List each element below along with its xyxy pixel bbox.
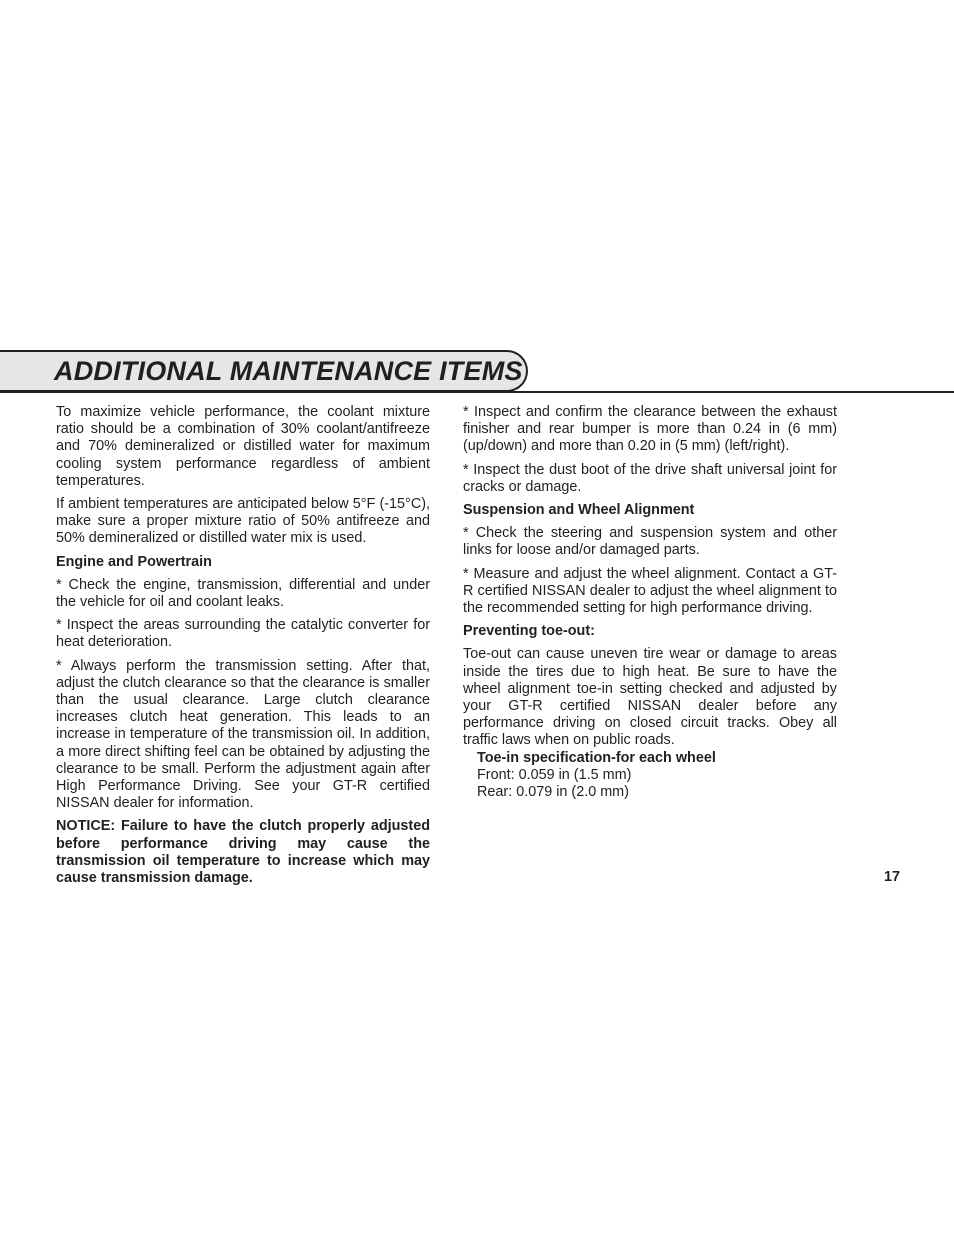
toe-in-front-value: Front: 0.059 in (1.5 mm) bbox=[477, 766, 632, 783]
right-column bbox=[463, 404, 837, 801]
section-title: ADDITIONAL MAINTENANCE ITEMS bbox=[54, 356, 523, 386]
ambient-temperature-paragraph: If ambient temperatures are anticipated below 5°F (-15°C), make sure a proper mixture ratio of 50% antifreeze and 50% demineralized or distilled water mix is used. bbox=[56, 496, 430, 547]
left-column bbox=[56, 404, 430, 893]
wheel-alignment-item: * Measure and adjust the wheel alignment. Contact a GT-R certified NISSAN dealer to adjust the wheel alignment to the recommended setting for high performance driving. bbox=[463, 565, 837, 617]
toe-out-paragraph: Toe-out can cause uneven tire wear or damage to areas inside the tires due to high heat. Be sure to have the wheel alignment toe-in setting checked and adjusted by your GT-R certified NISSAN dealer before any performance driving on closed circuit tracks. Obey all traffic laws when on public roads. bbox=[463, 646, 837, 749]
toe-in-rear-value: Rear: 0.079 in (2.0 mm) bbox=[477, 784, 629, 801]
toe-in-specification bbox=[477, 750, 837, 802]
suspension-check-item: * Check the steering and suspension system and other links for loose and/or damaged parts. bbox=[463, 525, 837, 559]
header-rule bbox=[0, 391, 954, 393]
exhaust-clearance-item: * Inspect and confirm the clearance between the exhaust finisher and rear bumper is more than 0.24 in (6 mm) (up/down) and more than 0.20 in (5 mm) (left/right). bbox=[463, 404, 837, 455]
engine-item-clutch: * Always perform the transmission setting. After that, adjust the clutch clearance so that the clearance is smaller than the usual clearance. Large clutch clearance increases clutch heat generation. This leads to an increase in temperature of the transmission oil. In addition, a more direct shifting feel can be obtained by adjusting the clearance to be small. Perform the adjustment again after High Performance Driving. See your GT-R certified NISSAN dealer for information. bbox=[56, 657, 430, 812]
clutch-notice: NOTICE: Failure to have the clutch properly adjusted before performance driving may cause the transmission oil temperature to increase which may cause transmission damage. bbox=[56, 818, 430, 887]
engine-item-leaks: * Check the engine, transmission, differential and under the vehicle for oil and coolant leaks. bbox=[56, 576, 430, 611]
preventing-toe-out-heading: Preventing toe-out: bbox=[463, 623, 595, 640]
dust-boot-item: * Inspect the dust boot of the drive shaft universal joint for cracks or damage. bbox=[463, 461, 837, 495]
suspension-alignment-heading: Suspension and Wheel Alignment bbox=[463, 502, 695, 519]
page-number: 17 bbox=[884, 869, 901, 885]
coolant-intro-paragraph: To maximize vehicle performance, the coolant mixture ratio should be a combination of 30% coolant/antifreeze and 70% demineralized or distilled water for maximum cooling system performance regardless of ambient temperatures. bbox=[56, 404, 430, 489]
engine-item-catalytic: * Inspect the areas surrounding the catalytic converter for heat deterioration. bbox=[56, 617, 430, 651]
engine-powertrain-heading: Engine and Powertrain bbox=[56, 553, 212, 570]
toe-in-spec-heading: Toe-in specification-for each wheel bbox=[477, 749, 716, 766]
